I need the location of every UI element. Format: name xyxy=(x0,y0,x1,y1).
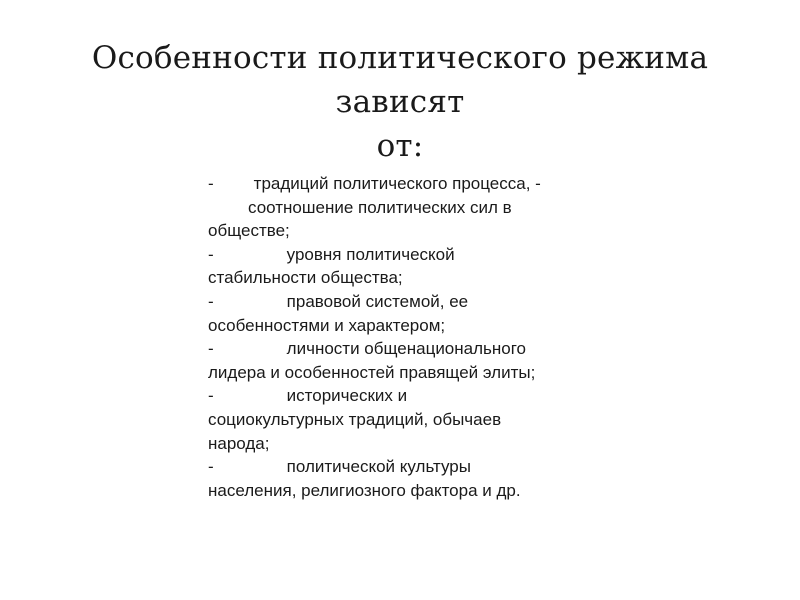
factors-list xyxy=(208,172,608,502)
list-item-line xyxy=(208,408,608,432)
list-item-line xyxy=(208,337,608,361)
list-item-text: социокультурных традиций, обычаев xyxy=(208,409,502,429)
list-item-text: обществе; xyxy=(208,221,290,241)
list-item-line xyxy=(208,243,608,267)
list-item-text: личности общенационального xyxy=(286,339,527,359)
list-item-text: политической культуры xyxy=(286,457,471,477)
list-item-line xyxy=(208,314,608,338)
list-item-text: уровня политической xyxy=(286,244,455,264)
list-item-line xyxy=(208,266,608,290)
bullet-dash: - xyxy=(535,174,541,193)
list-item-text: особенностями и характером; xyxy=(208,315,446,335)
title-line-2: от: xyxy=(376,128,424,164)
list-item-text: населения, религиозного фактора и др. xyxy=(208,480,521,500)
list-item-line xyxy=(208,384,608,408)
bullet-dash: - xyxy=(208,386,214,406)
list-item-line xyxy=(208,172,608,196)
list-item-text: традиций политического процесса, xyxy=(253,174,531,193)
list-item-text: исторических и xyxy=(286,386,408,406)
list-item-line xyxy=(208,219,608,243)
bullet-dash: - xyxy=(208,339,214,359)
list-item-line xyxy=(208,455,608,479)
list-item-line xyxy=(208,361,608,385)
slide-title xyxy=(40,36,760,168)
bullet-dash: - xyxy=(208,457,214,477)
list-item-line xyxy=(208,196,608,220)
list-item-text: народа; xyxy=(208,433,270,453)
bullet-dash: - xyxy=(208,174,214,193)
title-line-1: Особенности политического режима зависят xyxy=(91,40,709,120)
list-item-text: лидера и особенностей правящей элиты; xyxy=(208,362,536,382)
list-item-text: соотношение политических сил в xyxy=(248,197,512,217)
list-item-line xyxy=(208,432,608,456)
list-item-text: правовой системой, ее xyxy=(286,291,469,311)
list-item-line xyxy=(208,290,608,314)
bullet-dash: - xyxy=(208,291,214,311)
bullet-dash: - xyxy=(208,244,214,264)
list-item-text: стабильности общества; xyxy=(208,268,403,288)
list-item-line xyxy=(208,479,608,503)
